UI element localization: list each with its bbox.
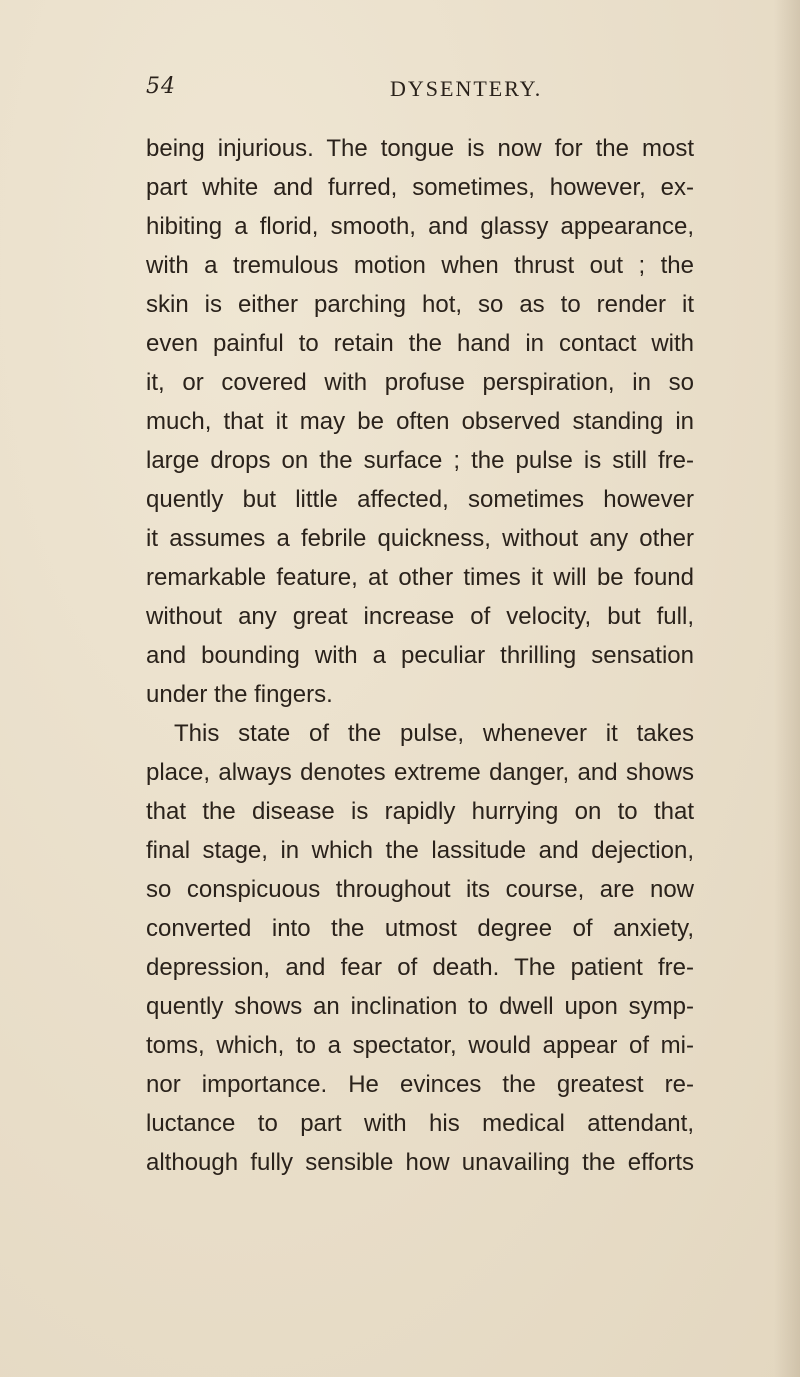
text-line: it assumes a febrile quickness, without any other	[146, 525, 694, 552]
text-line: final stage, in which the lassitude and dejection,	[146, 837, 694, 864]
page-edge-shadow	[774, 0, 800, 1377]
text-line: quently shows an inclination to dwell upon symp-	[146, 993, 694, 1020]
text-line: toms, which, to a spectator, would appear of mi-	[146, 1032, 694, 1059]
text-line: large drops on the surface ; the pulse is still fre-	[146, 447, 694, 474]
text-line: hibiting a florid, smooth, and glassy appearance,	[146, 213, 694, 240]
paragraph-end-line: under the fingers.	[146, 681, 333, 708]
text-line: luctance to part with his medical attendant,	[146, 1110, 694, 1137]
page-header	[146, 74, 676, 114]
text-line: much, that it may be often observed standing in	[146, 408, 694, 435]
text-line: although fully sensible how unavailing the efforts	[146, 1149, 694, 1176]
text-line: nor importance. He evinces the greatest re-	[146, 1071, 694, 1098]
paragraph-start-line: This state of the pulse, whenever it takes	[174, 720, 694, 747]
text-line: being injurious. The tongue is now for the most	[146, 135, 694, 162]
running-head: DYSENTERY.	[390, 76, 543, 101]
page-number: 54	[146, 74, 176, 99]
text-line: that the disease is rapidly hurrying on to that	[146, 798, 694, 825]
body-text	[146, 129, 694, 1182]
text-line: skin is either parching hot, so as to render it	[146, 291, 694, 318]
text-line: remarkable feature, at other times it will be found	[146, 564, 694, 591]
text-line: part white and furred, sometimes, however, ex-	[146, 174, 694, 201]
text-line: quently but little affected, sometimes however	[146, 486, 694, 513]
text-line: with a tremulous motion when thrust out ; the	[146, 252, 694, 279]
text-line: it, or covered with profuse perspiration, in so	[146, 369, 694, 396]
text-line: converted into the utmost degree of anxiety,	[146, 915, 694, 942]
text-line: depression, and fear of death. The patient fre-	[146, 954, 694, 981]
text-line: place, always denotes extreme danger, and shows	[146, 759, 694, 786]
text-line: without any great increase of velocity, but full,	[146, 603, 694, 630]
text-line: so conspicuous throughout its course, are now	[146, 876, 694, 903]
text-line: even painful to retain the hand in contact with	[146, 330, 694, 357]
text-line: and bounding with a peculiar thrilling sensation	[146, 642, 694, 669]
